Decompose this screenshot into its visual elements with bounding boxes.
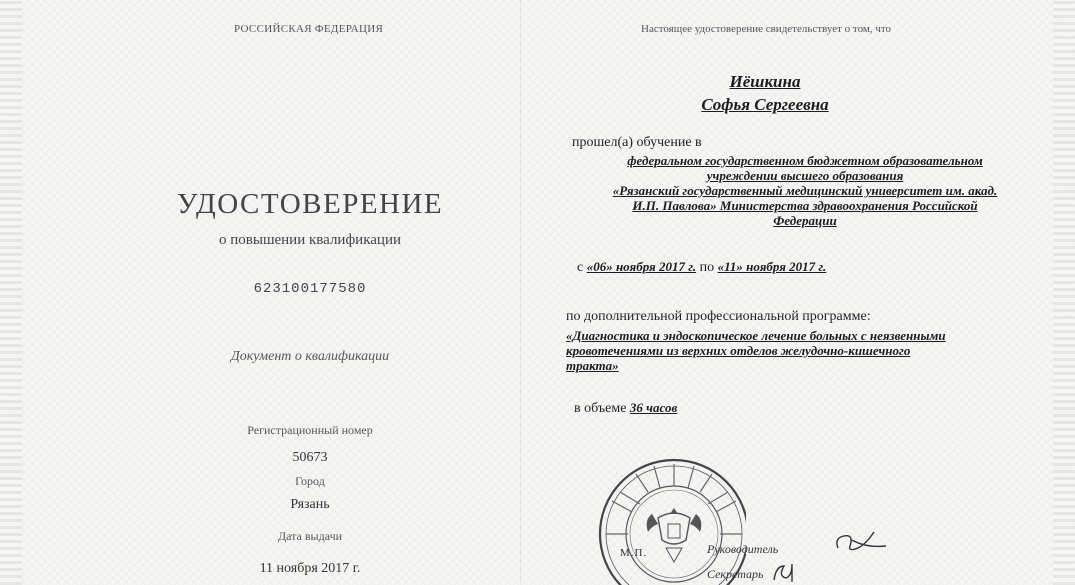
training-period (577, 259, 826, 276)
trained-label: прошел(а) обучение в (572, 135, 702, 150)
program-block (566, 328, 1046, 373)
institution-line: федеральном государственном бюджетном образовательном (627, 153, 983, 168)
institution-line: «Рязанский государственный медицинский университет им. акад. (612, 183, 998, 198)
volume-row (574, 400, 677, 417)
secretary-signature-icon (768, 560, 804, 585)
period-to-label: по (699, 260, 715, 275)
serial-number: 623100177580 (253, 281, 367, 297)
certificate-header: Настоящее удостоверение свидетельствует о том, что (641, 23, 892, 35)
institution-line: И.П. Павлова» Министерства здравоохранения Российской (632, 198, 978, 213)
volume-value: 36 часов (629, 400, 678, 415)
secretary-label: Секретарь (707, 567, 764, 581)
document-subtitle: о повышении квалификации (219, 232, 401, 248)
head-label: Руководитель (707, 542, 779, 556)
official-seal-icon (596, 456, 746, 585)
volume-label: в объеме (574, 401, 627, 416)
program-line: кровотечениями из верхних отделов желудочно-кишечного (566, 343, 911, 358)
city-value: Рязань (290, 497, 330, 512)
head-signature-icon (830, 520, 890, 556)
country-label: РОССИЙСКАЯ ФЕДЕРАЦИЯ (234, 23, 384, 35)
institution-line: Федерации (773, 213, 837, 228)
program-line: тракта» (566, 358, 619, 373)
left-border-ornament (0, 0, 22, 585)
holder-surname: Иёшкина (729, 72, 801, 91)
program-label: по дополнительной профессиональной программе: (566, 309, 871, 324)
city-label: Город (295, 474, 325, 488)
period-to-date: «11» ноября 2017 г. (717, 259, 827, 274)
period-from-label: с (577, 260, 584, 275)
issue-date: 11 ноября 2017 г. (259, 561, 361, 576)
period-from-date: «06» ноября 2017 г. (586, 259, 697, 274)
institution-block (560, 153, 1050, 228)
document-title: УДОСТОВЕРЕНИЕ (176, 188, 444, 220)
issue-date-label: Дата выдачи (277, 529, 343, 543)
seal-mark: М.П. (620, 547, 648, 559)
document-type: Документ о квалификации (230, 349, 390, 364)
institution-line: учреждении высшего образования (706, 168, 904, 183)
registration-label: Регистрационный номер (247, 423, 373, 437)
center-fold (520, 0, 521, 585)
program-line: «Диагностика и эндоскопическое лечение больных с неязвенными (566, 328, 946, 343)
registration-number: 50673 (292, 450, 328, 465)
right-border-ornament (1053, 0, 1075, 585)
holder-name-patronymic: Софья Сергеевна (701, 95, 829, 114)
